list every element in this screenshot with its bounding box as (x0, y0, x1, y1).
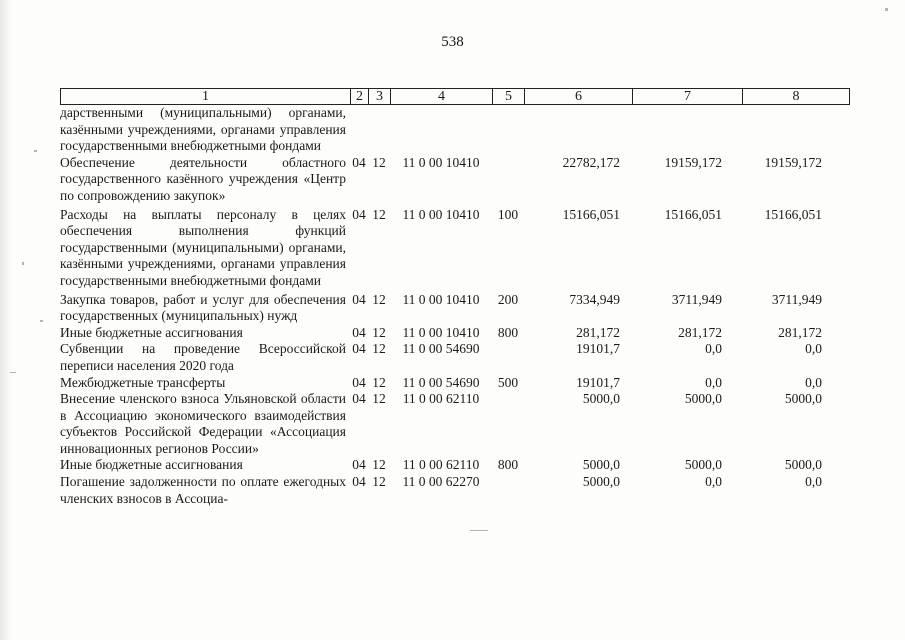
header-col-2: 2 (351, 89, 369, 104)
row-target-article: 11 0 00 10410 (402, 154, 480, 170)
row-expense-type (492, 341, 524, 374)
row-amount-col8 (742, 105, 848, 155)
row-amount-col7: 5000,0 (684, 391, 722, 407)
row-description: Расходы на выплаты персоналу в целях обеспечения выполнения функций государственными (муниципальными) органами, казёнными учреждениями, органами управления государственными внебюджетными фондами (60, 206, 346, 288)
row-description: Межбюджетные трансферты (60, 374, 226, 390)
row-target-article: 11 0 00 62270 (402, 474, 480, 490)
header-col-6: 6 (525, 89, 633, 104)
row-amount-col7: 281,172 (678, 324, 722, 340)
row-description: Внесение членского взноса Ульяновской области в Ассоциацию экономического взаимодействия субъектов Российской Федерации «Ассоциация инновационных регионов России» (60, 391, 346, 456)
row-amount-col8: 0,0 (805, 374, 822, 390)
table-row (60, 292, 850, 325)
row-description: Закупка товаров, работ и услуг для обеспечения государственных (муниципальных) нужд (60, 291, 346, 324)
row-expense-type: 100 (497, 206, 519, 222)
row-amount-col8: 15166,051 (764, 206, 822, 222)
row-subsection-code: 12 (372, 474, 386, 490)
header-col-4: 4 (391, 89, 493, 104)
row-section-code (350, 105, 368, 155)
row-amount-col6: 281,172 (576, 324, 620, 340)
row-amount-col8: 3711,949 (771, 291, 822, 307)
table-row (60, 105, 850, 155)
row-amount-col7: 0,0 (705, 341, 722, 357)
header-col-7: 7 (633, 89, 743, 104)
scan-speck (40, 320, 43, 322)
row-section-code: 04 (352, 324, 366, 340)
row-amount-col8: 5000,0 (784, 391, 822, 407)
row-description: Иные бюджетные ассигнования (60, 457, 243, 473)
row-subsection-code: 12 (372, 391, 386, 407)
row-expense-type (492, 474, 524, 507)
row-target-article: 11 0 00 54690 (402, 341, 480, 357)
row-amount-col7: 3711,949 (671, 291, 722, 307)
row-subsection-code: 12 (372, 154, 386, 170)
row-subsection-code: 12 (372, 457, 386, 473)
row-amount-col8: 281,172 (778, 324, 822, 340)
row-section-code: 04 (352, 474, 366, 490)
header-col-3: 3 (369, 89, 391, 104)
table-row (60, 391, 850, 457)
row-amount-col8: 0,0 (805, 341, 822, 357)
row-target-article (390, 105, 492, 155)
scan-speck (885, 8, 888, 11)
row-amount-col7 (632, 105, 742, 155)
row-amount-col6: 19101,7 (576, 341, 620, 357)
row-amount-col6 (524, 105, 632, 155)
row-subsection-code: 12 (372, 374, 386, 390)
row-amount-col8: 19159,172 (764, 154, 822, 170)
table-row (60, 325, 850, 342)
row-section-code: 04 (352, 154, 366, 170)
scan-speck (34, 150, 37, 152)
row-expense-type (492, 105, 524, 155)
table-header (60, 88, 850, 105)
row-amount-col8: 0,0 (805, 474, 822, 490)
table-body (60, 105, 850, 507)
row-subsection-code: 12 (372, 291, 386, 307)
row-target-article: 11 0 00 10410 (402, 324, 480, 340)
row-subsection-code: 12 (372, 341, 386, 357)
row-amount-col6: 19101,7 (576, 374, 620, 390)
row-expense-type: 800 (497, 324, 519, 340)
table-row (60, 375, 850, 392)
row-amount-col8: 5000,0 (784, 457, 822, 473)
table-row (60, 341, 850, 374)
table-row (60, 207, 850, 290)
budget-table (60, 88, 850, 507)
header-col-1: 1 (61, 89, 351, 104)
table-row (60, 155, 850, 205)
page-number: 538 (441, 34, 464, 50)
row-amount-col6: 5000,0 (582, 474, 620, 490)
row-target-article: 11 0 00 10410 (402, 206, 480, 222)
row-section-code: 04 (352, 374, 366, 390)
row-section-code: 04 (352, 206, 366, 222)
row-amount-col6: 5000,0 (582, 457, 620, 473)
row-amount-col7: 19159,172 (664, 154, 722, 170)
row-description: Субвенции на проведение Всероссийской переписи населения 2020 года (60, 341, 346, 373)
row-section-code: 04 (352, 391, 366, 407)
row-expense-type: 800 (497, 457, 519, 473)
row-expense-type: 500 (497, 374, 519, 390)
row-description: Иные бюджетные ассигнования (60, 324, 243, 340)
row-subsection-code: 12 (372, 324, 386, 340)
row-amount-col6: 7334,949 (569, 291, 620, 307)
table-row (60, 457, 850, 474)
scan-edge-shadow (0, 0, 12, 640)
row-expense-type (492, 391, 524, 457)
header-col-8: 8 (792, 89, 800, 104)
row-target-article: 11 0 00 62110 (402, 391, 480, 407)
row-amount-col7: 0,0 (705, 374, 722, 390)
row-subsection-code (368, 105, 390, 155)
scan-speck (470, 530, 488, 531)
row-amount-col6: 5000,0 (582, 391, 620, 407)
row-expense-type (492, 155, 524, 205)
row-amount-col7: 0,0 (705, 474, 722, 490)
row-target-article: 11 0 00 62110 (402, 457, 480, 473)
row-amount-col7: 15166,051 (664, 206, 722, 222)
row-target-article: 11 0 00 54690 (402, 374, 480, 390)
row-section-code: 04 (352, 457, 366, 473)
row-amount-col6: 15166,051 (562, 206, 620, 222)
table-row (60, 474, 850, 507)
row-subsection-code: 12 (372, 206, 386, 222)
row-target-article: 11 0 00 10410 (402, 291, 480, 307)
row-amount-col7: 5000,0 (684, 457, 722, 473)
row-section-code: 04 (352, 291, 366, 307)
scan-speck (22, 262, 24, 265)
row-amount-col6: 22782,172 (562, 154, 620, 170)
scan-speck (10, 372, 16, 373)
header-col-5: 5 (493, 89, 525, 104)
row-description: дарственными (муниципальными) органами, казёнными учреждениями, органами управления государственными внебюджетными фондами (60, 105, 346, 154)
row-expense-type: 200 (497, 291, 519, 307)
row-description: Обеспечение деятельности областного государственного казённого учреждения «Центр по сопровождению закупок» (60, 154, 346, 203)
row-description: Погашение задолженности по оплате ежегодных членских взносов в Ассоциа- (60, 474, 346, 506)
row-section-code: 04 (352, 341, 366, 357)
